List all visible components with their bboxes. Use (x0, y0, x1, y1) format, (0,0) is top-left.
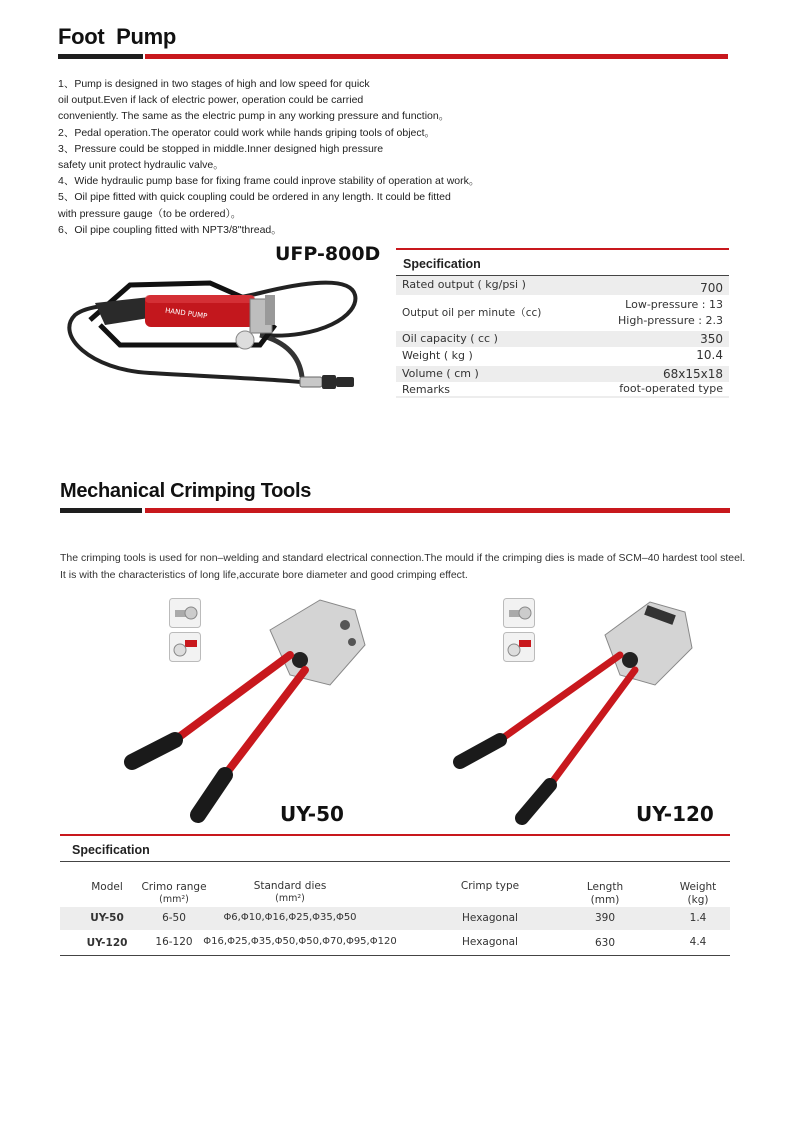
spec-row-volume (396, 366, 729, 382)
foot-pump-features (58, 76, 479, 238)
spec-label: Volume ( cm ) (402, 367, 479, 380)
cell-dies: Φ16,Φ25,Φ35,Φ50,Φ50,Φ70,Φ95,Φ120 (203, 936, 397, 947)
crimping-rule-dark (60, 508, 142, 513)
crimping-model-uy50-label: UY-50 (280, 802, 344, 826)
col-crimp: Crimp type (460, 880, 520, 892)
crimp-spec-bottom-rule (60, 955, 730, 956)
crimp-spec-header-rule (60, 861, 730, 862)
spec-label: Rated output ( kg/psi ) (402, 278, 526, 291)
feature-line: 5、Oil pipe fitted with quick coupling could be ordered in any length. It could be fitted (58, 191, 451, 204)
spec-label: Remarks (402, 383, 450, 396)
cell-weight: 1.4 (689, 912, 707, 924)
pump-spec-bottom-band (396, 396, 729, 398)
feature-line: 4、Wide hydraulic pump base for fixing frame could inprove stability of operation at work。 (58, 175, 480, 188)
feature-line: 6、Oil pipe coupling fitted with NPT3/8"thread。 (58, 223, 282, 236)
col-length: Length (586, 881, 624, 893)
spec-row-oil-per-minute (396, 296, 729, 330)
feature-line: conveniently. The same as the electric pump in any working pressure and function。 (58, 110, 450, 123)
foot-pump-rule-dark (58, 54, 143, 59)
foot-pump-rule-red (145, 54, 728, 59)
col-model: Model (91, 881, 123, 893)
pump-model-label: UFP-800D (275, 243, 381, 265)
crimping-description (60, 550, 745, 584)
table-row (60, 931, 730, 955)
feature-line: 3、Pressure could be stopped in middle.Inner designed high pressure (58, 142, 384, 155)
cell-crimp: Hexagonal (462, 912, 518, 924)
crimping-desc-line: The crimping tools is used for non–welding and standard electrical connection.The mould if the crimping dies is made of SCM–40 hardest tool steel. (60, 552, 746, 564)
crimp-spec-table-header (60, 880, 730, 908)
cell-length: 390 (594, 912, 616, 924)
col-range-unit: (mm²) (159, 894, 189, 905)
feature-line: safety unit protect hydraulic valve。 (58, 159, 224, 172)
spec-value-high: High-pressure : 2.3 (618, 314, 723, 327)
crimping-tool-uy50-image (120, 590, 380, 825)
spec-label: Oil capacity ( cc ) (402, 332, 498, 345)
feature-line: oil output.Even if lack of electric power, operation could be carried (58, 94, 364, 107)
spec-row-weight (396, 348, 729, 365)
spec-value-low: Low-pressure : 13 (625, 298, 723, 311)
feature-line: with pressure gauge（to be ordered）。 (58, 207, 242, 220)
cell-dies: Φ6,Φ10,Φ16,Φ25,Φ35,Φ50 (223, 912, 357, 923)
pump-spec-title: Specification (403, 257, 481, 271)
spec-value: foot-operated type (619, 382, 723, 395)
cell-range: 6-50 (162, 912, 186, 924)
cell-crimp: Hexagonal (462, 936, 518, 948)
spec-row-oil-capacity (396, 331, 729, 347)
foot-pump-title: Foot Pump (58, 24, 176, 49)
crimping-tool-uy120-image (450, 590, 700, 825)
col-weight-unit: (kg) (687, 894, 709, 906)
cell-model: UY-50 (90, 912, 124, 924)
crimping-model-uy120-label: UY-120 (636, 802, 714, 826)
col-range: Crimo range (141, 881, 207, 893)
feature-line: 1、Pump is designed in two stages of high and low speed for quick (58, 78, 370, 90)
pump-spec-top-rule (396, 248, 729, 250)
table-row (60, 907, 730, 930)
col-weight: Weight (679, 881, 717, 893)
spec-label: Output oil per minute（cc) (402, 307, 542, 319)
pump-hand-label: HAND PUMP (164, 306, 208, 321)
cell-model: UY-120 (86, 937, 128, 949)
crimp-spec-top-rule (60, 834, 730, 836)
spec-label: Weight ( kg ) (402, 349, 473, 362)
crimping-rule-red (145, 508, 730, 513)
spec-value: 700 (700, 281, 723, 295)
spec-value: 350 (700, 332, 723, 346)
cell-weight: 4.4 (689, 936, 707, 948)
spec-row-rated-output (396, 276, 729, 295)
cell-range: 16-120 (155, 936, 193, 948)
spec-value: 68x15x18 (662, 367, 723, 381)
col-dies: Standard dies (253, 880, 327, 892)
col-length-unit: (mm) (590, 894, 620, 906)
crimp-spec-title: Specification (72, 843, 150, 857)
crimping-title: Mechanical Crimping Tools (60, 480, 312, 502)
spec-value: 10.4 (696, 348, 723, 362)
feature-line: 2、Pedal operation.The operator could work while hands griping tools of object。 (58, 126, 436, 139)
crimping-desc-line: It is with the characteristics of long life,accurate bore diameter and good crimping effect. (60, 569, 468, 581)
foot-pump-image (60, 265, 390, 405)
cell-length: 630 (594, 937, 616, 949)
col-dies-unit: (mm²) (275, 893, 305, 904)
